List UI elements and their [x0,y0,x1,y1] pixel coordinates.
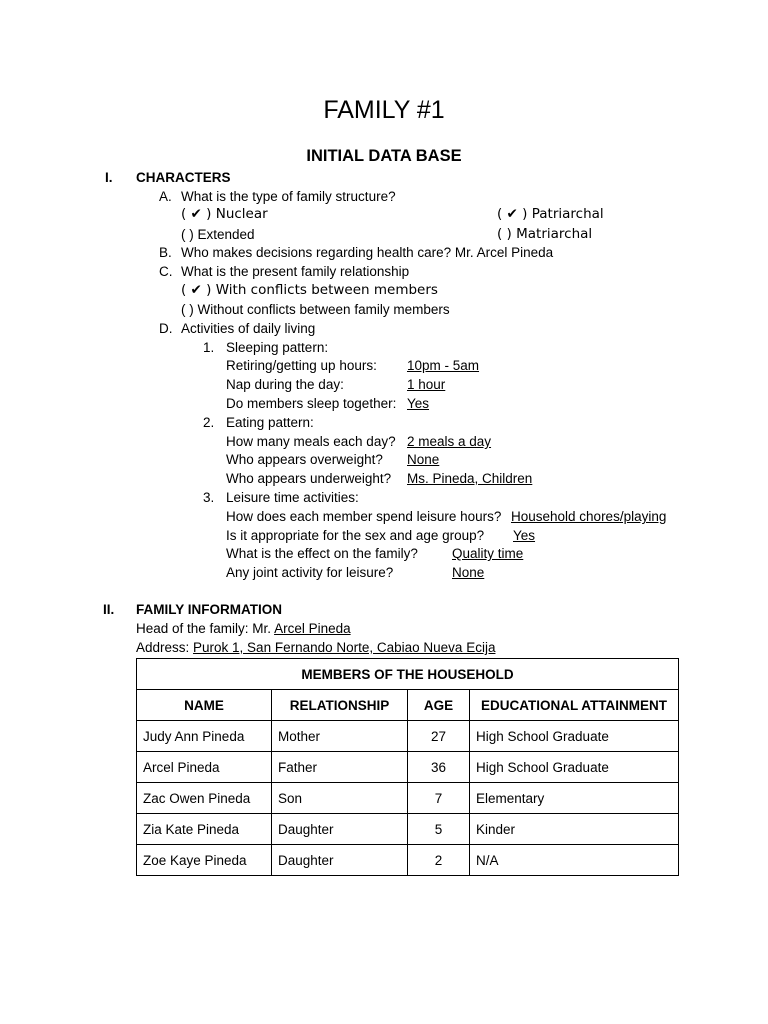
eating-q1: How many meals each day? [226,434,396,449]
section-1-number: I. [105,170,113,185]
question-c-text: What is the present family relationship [181,264,410,279]
section-2-number: II. [103,602,115,617]
cell-name: Zac Owen Pineda [137,783,272,814]
header-age: AGE [408,690,470,721]
leisure-label: Leisure time activities: [226,490,359,505]
leisure-q4: Any joint activity for leisure? [226,565,394,580]
header-educational-attainment: EDUCATIONAL ATTAINMENT [470,690,679,721]
cell-education: N/A [470,845,679,876]
option-without-conflicts: ( ) Without conflicts between family members [181,302,450,317]
leisure-q3: What is the effect on the family? [226,546,418,561]
option-matriarchal: ( ) Matriarchal [497,226,593,242]
section-2-heading: FAMILY INFORMATION [136,602,283,617]
cell-age: 7 [408,783,470,814]
question-d-letter: D. [159,321,173,336]
question-d-text: Activities of daily living [181,321,316,336]
section-1-heading: CHARACTERS [136,170,231,185]
document-subtitle: INITIAL DATA BASE [306,147,462,165]
table-row [137,783,679,814]
eating-a2: None [407,452,440,467]
header-name: NAME [137,690,272,721]
table-row [137,721,679,752]
sleeping-a1: 10pm - 5am [407,358,480,373]
leisure-q1: How does each member spend leisure hours? [226,509,502,524]
sleeping-q1: Retiring/getting up hours: [226,358,377,373]
eating-q2: Who appears overweight? [226,452,383,467]
cell-name: Judy Ann Pineda [137,721,272,752]
table-header-row [137,690,679,721]
option-extended: ( ) Extended [181,227,255,242]
question-b-letter: B. [159,245,172,260]
cell-relationship: Daughter [272,845,408,876]
cell-age: 2 [408,845,470,876]
option-nuclear: ( ✔ ) Nuclear [181,206,268,222]
eating-label: Eating pattern: [226,415,314,430]
sleeping-q3: Do members sleep together: [226,396,397,411]
question-b-text: Who makes decisions regarding health care? Mr. Arcel Pineda [181,245,554,260]
head-of-family-label: Head of the family: Mr. [136,621,275,636]
cell-education: Elementary [470,783,679,814]
cell-age: 27 [408,721,470,752]
address-label: Address: [136,640,194,655]
question-a-text: What is the type of family structure? [181,189,396,204]
household-members-table [136,658,679,876]
leisure-a2: Yes [513,528,536,543]
table-row [137,752,679,783]
leisure-q2: Is it appropriate for the sex and age group? [226,528,485,543]
eating-q3: Who appears underweight? [226,471,392,486]
eating-number: 2. [203,415,215,430]
eating-a1: 2 meals a day [407,434,492,449]
header-relationship: RELATIONSHIP [272,690,408,721]
cell-relationship: Son [272,783,408,814]
head-of-family [136,620,351,637]
cell-education: High School Graduate [470,752,679,783]
leisure-a1: Household chores/playing [511,509,667,524]
option-with-conflicts: ( ✔ ) With conflicts between members [181,282,438,298]
cell-name: Arcel Pineda [137,752,272,783]
sleeping-a2: 1 hour [407,377,446,392]
address [136,639,495,656]
leisure-a4: None [452,565,485,580]
cell-relationship: Mother [272,721,408,752]
cell-relationship: Daughter [272,814,408,845]
leisure-a3: Quality time [452,546,524,561]
cell-name: Zia Kate Pineda [137,814,272,845]
address-value: Purok 1, San Fernando Norte, Cabiao Nueva Ecija [193,640,496,655]
table-caption: MEMBERS OF THE HOUSEHOLD [137,659,679,690]
leisure-number: 3. [203,490,215,505]
question-a-letter: A. [159,189,172,204]
cell-name: Zoe Kaye Pineda [137,845,272,876]
question-c-letter: C. [159,264,173,279]
table-row [137,814,679,845]
head-of-family-value: Arcel Pineda [274,621,351,636]
sleeping-a3: Yes [407,396,430,411]
cell-age: 5 [408,814,470,845]
cell-age: 36 [408,752,470,783]
sleeping-q2: Nap during the day: [226,377,344,392]
option-patriarchal: ( ✔ ) Patriarchal [497,206,604,222]
sleeping-number: 1. [203,340,215,355]
cell-education: Kinder [470,814,679,845]
eating-a3: Ms. Pineda, Children [407,471,533,486]
document-title: FAMILY #1 [323,96,445,124]
cell-relationship: Father [272,752,408,783]
cell-education: High School Graduate [470,721,679,752]
sleeping-label: Sleeping pattern: [226,340,329,355]
table-row [137,845,679,876]
